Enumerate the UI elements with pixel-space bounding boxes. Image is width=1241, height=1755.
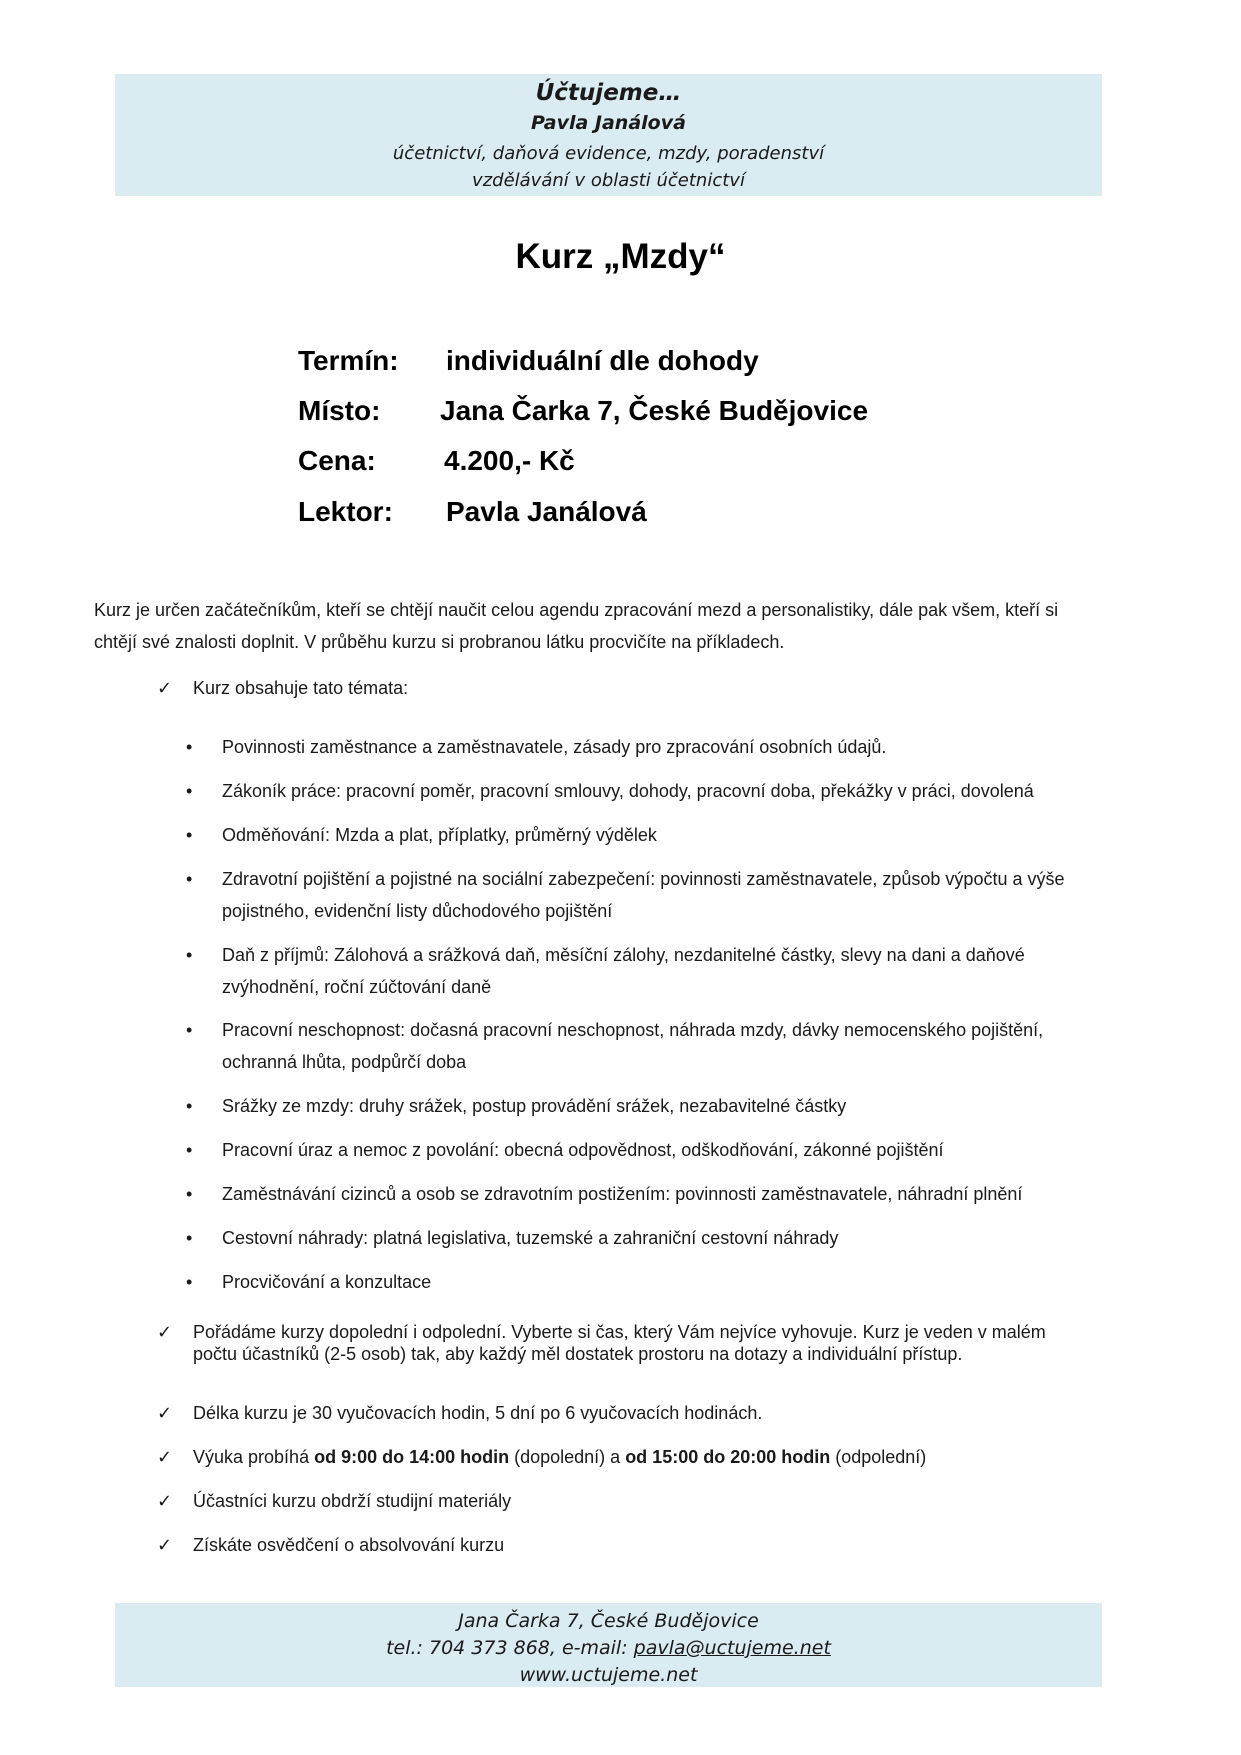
bullet-icon: • [186,1228,193,1248]
email-link[interactable]: pavla@uctujeme.net [633,1637,831,1659]
check-item-text: Pořádáme kurzy dopolední i odpolední. Vyberte si čas, který Vám nejvíce vyhovuje. Kurz je veden v malém počtu účastníků (2-5 osob) tak, aby každý měl dostatek prostoru na dotazy a individuální přístup. [193,1322,1046,1364]
checkmark-icon: ✓ [157,1322,173,1342]
check-item-text: Získáte osvědčení o absolvování kurzu [193,1535,505,1555]
bullet-icon: • [186,1096,193,1116]
check-item-text: Kurz obsahuje tato témata: [193,678,409,698]
check-item-text: Délka kurzu je 30 vyučovacích hodin, 5 dní po 6 vyučovacích hodinách. [193,1403,763,1423]
info-value: Pavla Janálová [446,496,647,527]
bullet-icon: • [186,1272,193,1292]
company-name: Účtujeme… [535,80,682,106]
checkmark-icon: ✓ [157,678,173,698]
topic-text: Procvičování a konzultace [222,1272,432,1292]
header-band [115,74,1102,196]
bullet-icon: • [186,1140,193,1160]
footer-address: Jana Čarka 7, České Budějovice [458,1610,759,1632]
topic-text: Zaměstnávání cizinců a osob se zdravotním postižením: povinnosti zaměstnavatele, náhradní plnění [222,1184,1023,1204]
services-line: účetnictví, daňová evidence, mzdy, poradenství [392,143,825,164]
check-item-text: Účastníci kurzu obdrží studijní materiály [193,1491,512,1511]
intro-paragraph: Kurz je určen začátečníkům, kteří se chtějí naučit celou agendu zpracování mezd a personalistiky, dále pak všem, kteří si chtějí své znalosti doplnit. V průběhu kurzu si probranou látku procvičíte na příkladech. [94,600,1059,652]
bullet-icon: • [186,781,193,801]
topic-text: Pracovní neschopnost: dočasná pracovní neschopnost, náhrada mzdy, dávky nemocenského pojištění, ochranná lhůta, podpůrčí doba [222,1020,1044,1072]
morning-hours: od 9:00 do 14:00 hodin [314,1447,510,1467]
education-line: vzdělávání v oblasti účetnictví [472,170,745,191]
checkmark-icon: ✓ [157,1491,173,1511]
footer-band [115,1603,1102,1687]
bullet-icon: • [186,869,193,889]
topic-text: Zdravotní pojištění a pojistné na sociální zabezpečení: povinnosti zaměstnavatele, způsob výpočtu a výše pojistného, evidenční listy důchodového pojištění [222,869,1065,921]
bullet-icon: • [186,825,193,845]
topic-text: Daň z příjmů: Zálohová a srážková daň, měsíční zálohy, nezdanitelné částky, slevy na dani a daňové zvýhodnění, roční zúčtování daně [222,945,1025,997]
info-label: Místo: [298,395,381,426]
info-value: Jana Čarka 7, České Budějovice [440,395,869,426]
footer-contact [115,1635,1102,1661]
afternoon-hours: od 15:00 do 20:00 hodin [625,1447,831,1467]
checkmark-icon: ✓ [157,1447,173,1467]
bullet-icon: • [186,1184,193,1204]
topic-text: Povinnosti zaměstnance a zaměstnavatele, zásady pro zpracování osobních údajů. [222,737,887,757]
page-title: Kurz „Mzdy“ [515,237,726,276]
info-label: Lektor: [298,496,393,527]
info-label: Termín: [298,345,399,376]
checkmark-icon: ✓ [157,1403,173,1423]
bullet-icon: • [186,945,193,965]
footer-phone: tel.: 704 373 868, e-mail: [386,1637,634,1659]
topic-text: Srážky ze mzdy: druhy srážek, postup provádění srážek, nezabavitelné částky [222,1096,847,1116]
hours-text: Výuka probíhá [193,1447,315,1467]
owner-name: Pavla Janálová [531,112,686,134]
checkmark-icon: ✓ [157,1535,173,1555]
topic-text: Cestovní náhrady: platná legislativa, tuzemské a zahraniční cestovní náhrady [222,1228,839,1248]
info-label: Cena: [298,445,376,476]
bullet-icon: • [186,737,193,757]
info-value: individuální dle dohody [446,345,759,376]
hours-text: (dopolední) a [509,1447,626,1467]
footer-website[interactable]: www.uctujeme.net [519,1664,698,1686]
info-value: 4.200,- Kč [444,445,575,476]
hours-text: (odpolední) [830,1447,927,1467]
check-item-text [193,1446,1093,1468]
topic-text: Odměňování: Mzda a plat, příplatky, průměrný výdělek [222,825,657,845]
bullet-icon: • [186,1020,193,1040]
topic-text: Zákoník práce: pracovní poměr, pracovní smlouvy, dohody, pracovní doba, překážky v práci, dovolená [222,781,1034,801]
topic-text: Pracovní úraz a nemoc z povolání: obecná odpovědnost, odškodňování, zákonné pojištění [222,1140,944,1160]
